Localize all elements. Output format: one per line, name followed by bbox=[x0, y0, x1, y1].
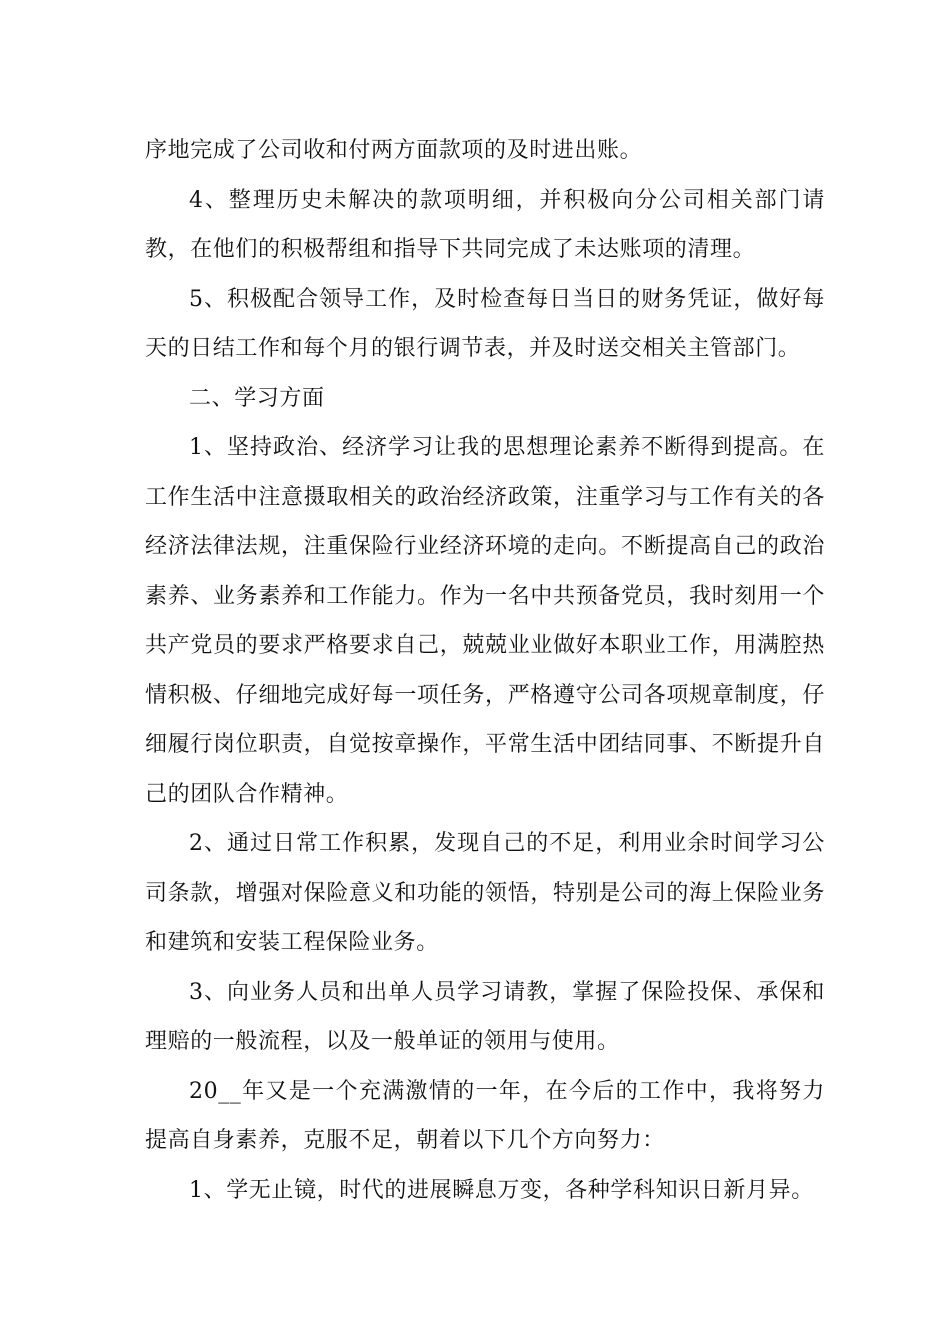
document-body bbox=[145, 126, 825, 1215]
paragraph: 序地完成了公司收和付两方面款项的及时进出账。 bbox=[145, 138, 643, 163]
paragraph: 3、向业务人员和出单人员学习请教，掌握了保险投保、承保和理赔的一般流程，以及一般单证的领用与使用。 bbox=[145, 979, 825, 1054]
paragraph: 1、坚持政治、经济学习让我的思想理论素养不断得到提高。在工作生活中注意摄取相关的政治经济政策，注重学习与工作有关的各经济法律法规，注重保险行业经济环境的走向。不断提高自己的政治素养、业务素养和工作能力。作为一名中共预备党员，我时刻用一个共产党员的要求严格要求自己，兢兢业业做好本职业工作，用满腔热情积极、仔细地完成好每一项任务，严格遵守公司各项规章制度，仔细履行岗位职责，自觉按章操作，平常生活中团结同事、不断提升自己的团队合作精神。 bbox=[145, 435, 825, 807]
paragraph: 1、学无止镜，时代的进展瞬息万变，各种学科知识日新月异。 bbox=[189, 1177, 814, 1203]
section-heading: 二、学习方面 bbox=[189, 385, 325, 411]
paragraph: 4、整理历史未解决的款项明细，并积极向分公司相关部门请教，在他们的积极帮组和指导下共同完成了未达账项的清理。 bbox=[145, 187, 825, 262]
paragraph: 5、积极配合领导工作，及时检查每日当日的财务凭证，做好每天的日结工作和每个月的银行调节表，并及时送交相关主管部门。 bbox=[145, 286, 825, 361]
paragraph: 2、通过日常工作积累，发现自己的不足，利用业余时间学习公司条款，增强对保险意义和功能的领悟，特别是公司的海上保险业务和建筑和安装工程保险业务。 bbox=[145, 831, 825, 955]
paragraph: 20__年又是一个充满激情的一年，在今后的工作中，我将努力提高自身素养，克服不足，朝着以下几个方向努力： bbox=[145, 1078, 825, 1153]
